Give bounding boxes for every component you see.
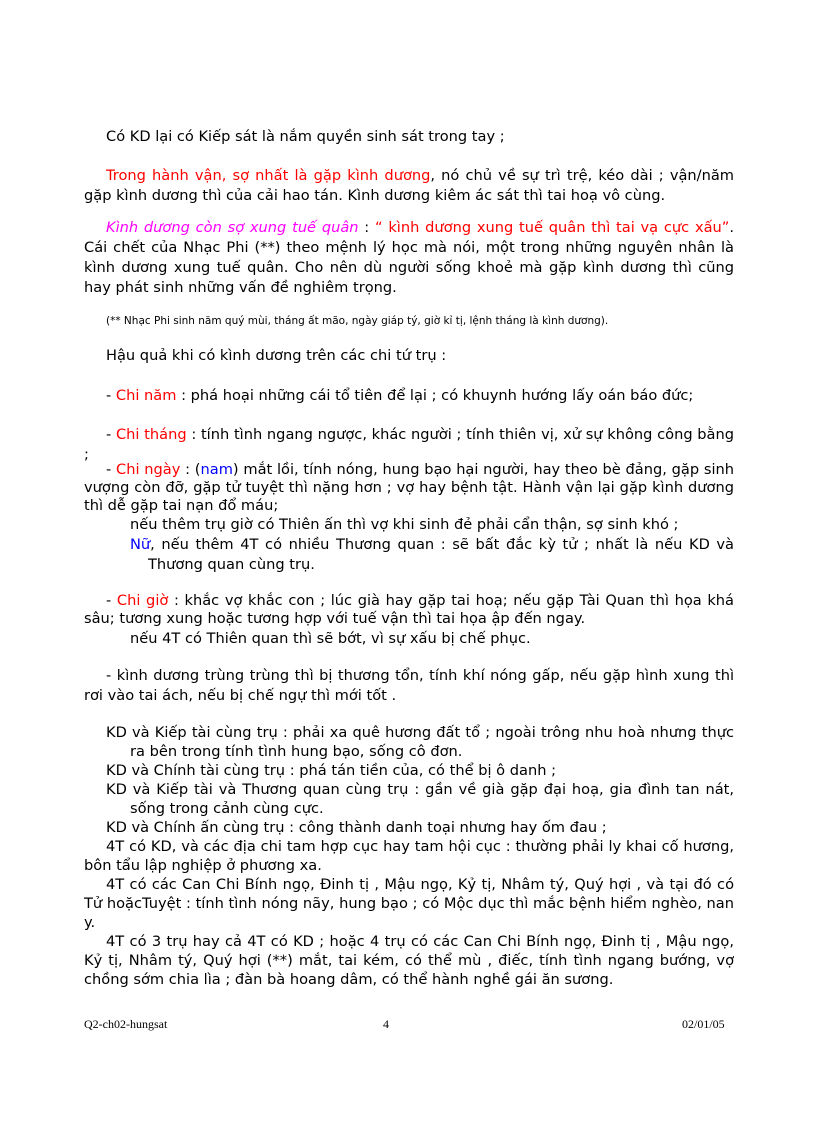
sub-item-thien-quan: nếu 4T có Thiên quan thì sẽ bớt, vì sự xấu bị chế phục. — [130, 630, 531, 647]
label-chi-ngay: Chi ngày — [116, 461, 181, 478]
paragraph-xung-tue-quan: Kình dương còn sợ xung tuế quân : “ kình dương xung tuế quân thì tai vạ cực xấu”. Cái chết của Nhạc Phi (**) theo mệnh lý học mà nói, một trong những nguyên nhân là kình dương xung tuế quân. Cho nên dù người sống khoẻ mà gặp kình dương thì cũng hay phát sinh những vấn đề nghiêm trọng. — [84, 219, 735, 296]
label-nam: nam — [200, 461, 233, 478]
label-chi-nam: Chi năm — [115, 387, 177, 404]
paragraph-hanh-van: Trong hành vận, sợ nhất là gặp kình dương, nó chủ về sự trì trệ, kéo dài ; vận/năm gặp kình dương thì của cải hao tán. Kình dương kiêm ác sát thì tai hoạ vô cùng. — [84, 167, 734, 204]
paragraph-kiep-sat — [84, 127, 734, 147]
paragraph-hau-qua: Hậu quả khi có kình dương trên các chi tứ trụ : — [106, 347, 447, 364]
item-chi-nam: - Chi năm : phá hoại những cái tổ tiên để lại ; có khuynh hướng lấy oán báo đức; — [106, 387, 694, 404]
label-chi-gio: Chi giờ — [116, 592, 169, 609]
paragraph-trung-trung: - kình dương trùng trùng thì bị thương tổn, tính khí nóng gấp, nếu gặp hình xung thì rơi vào tai ách, nếu bị chế ngự thì mới tốt . — [84, 667, 734, 704]
highlight-red-quote: “ kình dương xung tuế quân thì tai vạ cực xấu” — [375, 219, 730, 236]
paragraph-4t-3-tru: 4T có 3 trụ hay cả 4T có KD ; hoặc 4 trụ có các Can Chi Bính ngọ, Đinh tị , Mậu ngọ, Kỷ tị, Nhâm tý, Quý hợi (**) mắt, tai kém, có thể mù , điếc, tính tình ngang bướng, vợ chồng sớm chia lìa ; đàn bà hoang dâm, có thể hành nghề gái ăn sương. — [84, 933, 734, 988]
label-chi-thang: Chi tháng — [115, 426, 187, 443]
paragraph-4t-can-chi: 4T có các Can Chi Bính ngọ, Đinh tị , Mậu ngọ, Kỷ tị, Nhâm tý, Quý hợi , và tại đó có Tử hoặcTuyệt : tính tình nóng nãy, hung bạo ; có Mộc dục thì mắc bệnh hiểm nghèo, nan y. — [84, 876, 734, 931]
paragraph-4t-kd: 4T có KD, và các địa chi tam hợp cục hay tam hội cục : thường phải ly khai cố hương, bôn tẩu lập nghiệp ở phương xa. — [84, 838, 734, 874]
footer-page-number: 4 — [383, 1017, 389, 1031]
highlight-magenta: Kình dương còn sợ xung tuế quân — [106, 219, 359, 236]
paragraph-text: Có KD lại có Kiếp sát là nắm quyền sinh sát trong tay ; — [106, 128, 505, 145]
item-chi-gio: - Chi giờ : khắc vợ khắc con ; lúc già hay gặp tai hoạ; nếu gặp Tài Quan thì họa khá sâu; tương xung hoặc tương hợp với tuế vận thì tai họa ập đến ngay. nếu 4T có Thiên quan thì sẽ bớt, vì sự xấu bị chế phục. — [84, 592, 734, 650]
item-chi-thang: - Chi tháng : tính tình ngang ngược, khác người ; tính thiên vị, xử sự không công bằng ; — [84, 426, 735, 463]
list-kd-combinations — [84, 723, 734, 989]
footer-date: 02/01/05 — [682, 1017, 725, 1031]
highlight-red: Trong hành vận, sợ nhất là gặp kình dương — [106, 167, 431, 184]
list-item: KD và Kiếp tài cùng trụ : phải xa quê hương đất tổ ; ngoài trông nhu hoà nhưng thực ra bên trong tính tình hung bạo, sống cô đơn. — [106, 724, 734, 760]
list-item: KD và Kiếp tài và Thương quan cùng trụ : gần về già gặp đại hoạ, gia đình tan nát, sống trong cảnh cùng cực. — [106, 781, 734, 817]
sub-item-thien-an: nếu thêm trụ giờ có Thiên ấn thì vợ khi sinh đẻ phải cẩn thận, sợ sinh khó ; — [130, 516, 679, 533]
sub-item-nu: Nữ, nếu thêm 4T có nhiều Thương quan : sẽ bất đắc kỳ tử ; nhất là nếu KD và Thương quan cùng trụ. — [130, 536, 734, 573]
label-nu: Nữ — [130, 536, 151, 553]
footnote-nhac-phi: (** Nhạc Phi sinh năm quý mùi, tháng ất mão, ngày giáp tý, giờ kỉ tị, lệnh tháng là kình dương). — [106, 315, 609, 327]
list-item: KD và Chính ấn cùng trụ : công thành danh toại nhưng hay ốm đau ; — [106, 819, 607, 836]
footer-filename: Q2-ch02-hungsat — [84, 1017, 168, 1031]
list-item: KD và Chính tài cùng trụ : phá tán tiền của, có thể bị ô danh ; — [106, 762, 556, 779]
item-chi-ngay: - Chi ngày : (nam) mắt lồi, tính nóng, hung bạo hại người, hay theo bè đảng, gặp sinh vượng còn đỡ, gặp tử tuyệt thì nặng hơn ; vợ hay bệnh tật. Hành vận lại gặp kình dương thì dễ gặp tai nạn đổ máu; nếu thêm trụ giờ có Thiên ấn thì vợ khi sinh đẻ phải cẩn thận, sợ sinh khó ; Nữ, nếu thêm 4T có nhiều Thương quan : sẽ bất đắc kỳ tử ; nhất là nếu KD và Thương quan cùng trụ. — [84, 461, 735, 573]
